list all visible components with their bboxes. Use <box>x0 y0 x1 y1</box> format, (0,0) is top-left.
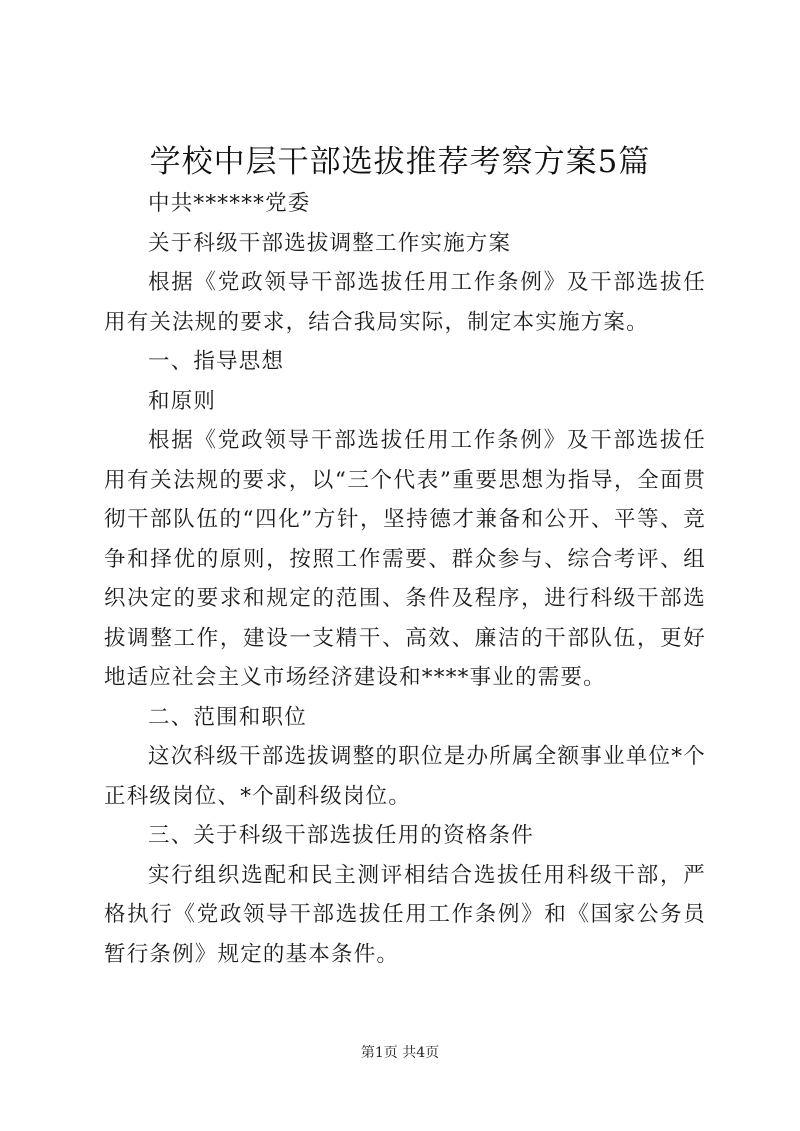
section-heading-1: 一、指导思想 <box>148 349 285 374</box>
paragraph-issuer: 中共******党委 <box>148 191 311 216</box>
section-heading-3: 三、关于科级干部选拔任用的资格条件 <box>148 823 534 848</box>
paragraph-qualifications: 实行组织选配和民主测评相结合选拔任用科级干部，严格执行《党政领导干部选拔任用工作条例》和《国家公务员暂行条例》规定的基本条件。 <box>104 862 706 967</box>
page-footer: 第1页 共4页 <box>360 1045 440 1061</box>
document-body <box>104 184 706 974</box>
paragraph-intro: 根据《党政领导干部选拔任用工作条例》及干部选拔任用有关法规的要求，结合我局实际，制定本实施方案。 <box>104 270 706 335</box>
paragraph-subtitle: 关于科级干部选拔调整工作实施方案 <box>148 230 512 256</box>
paragraph-scope: 这次科级干部选拔调整的职位是办所属全额事业单位*个正科级岗位、*个副科级岗位。 <box>104 744 706 809</box>
document-title: 学校中层干部选拔推荐考察方案5篇 <box>149 144 651 180</box>
section-heading-2: 二、范围和职位 <box>148 704 307 730</box>
section-heading-1-cont: 和原则 <box>148 388 217 414</box>
paragraph-guiding-principles: 根据《党政领导干部选拔任用工作条例》及干部选拔任用有关法规的要求，以“三个代表”重要思想为指导，全面贯彻干部队伍的“四化”方针，坚持德才兼备和公开、平等、竞争和择优的原则，按照工作需要、群众参与、综合考评、组织决定的要求和规定的范围、条件及程序，进行科级干部选拔调整工作，建设一支精干、高效、廉洁的干部队伍，更好地适应社会主义市场经济建设和****事业的需要。 <box>104 428 706 690</box>
